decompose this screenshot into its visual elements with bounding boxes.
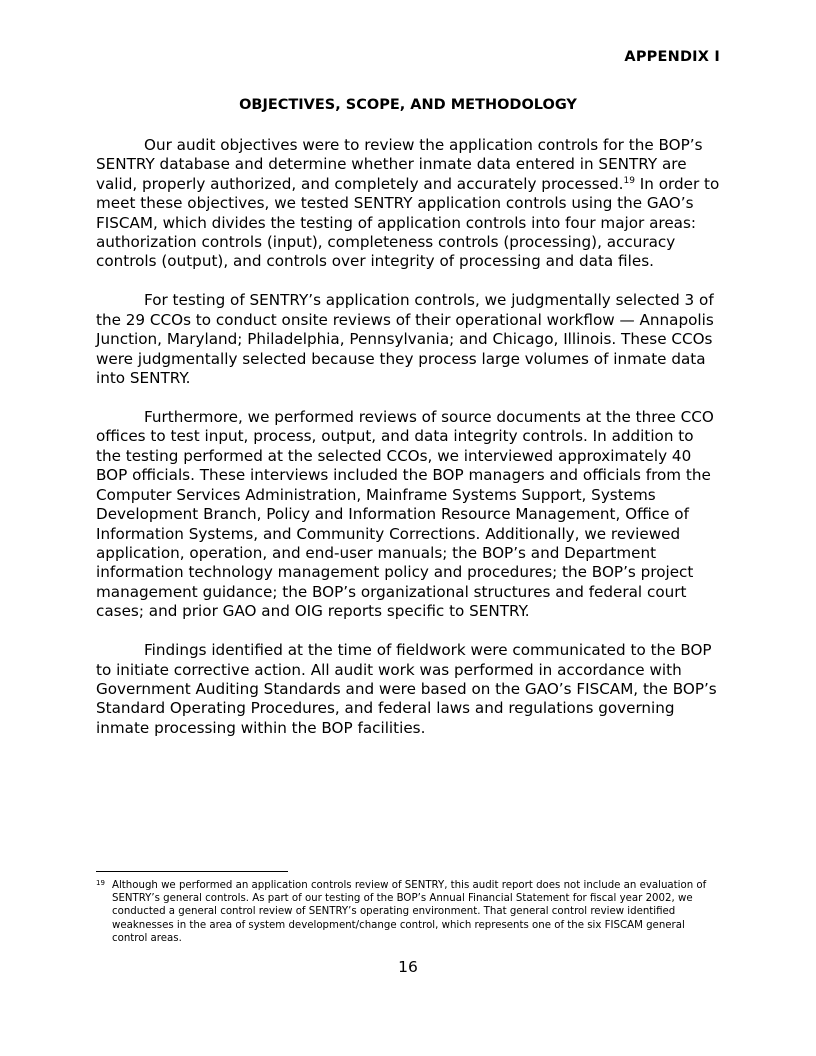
paragraph-objectives-text-end: In order to meet these objectives, we tested SENTRY application controls using the GAO’s FISCAM, which divides the testing of application controls into four major areas: authorization controls (input), completeness controls (processing), accuracy controls (output), and controls over integrity of processing and data files. xyxy=(96,174,720,271)
page-number: 16 xyxy=(398,958,418,976)
paragraph-findings: Findings identified at the time of fieldwork were communicated to the BOP to initiate corrective action. All audit work was performed in accordance with Government Auditing Standards and were based on the GAO’s FISCAM, the BOP’s Standard Operating Procedures, and federal laws and regulations governing inmate processing within the BOP facilities. xyxy=(96,641,717,737)
footnote-reference[interactable]: 19 xyxy=(623,175,635,186)
footnote-marker: 19 xyxy=(96,879,105,887)
paragraph-reviews: Furthermore, we performed reviews of source documents at the three CCO offices to test input, process, output, and data integrity controls. In addition to the testing performed at the selected CCOs, we interviewed approximately 40 BOP officials. These interviews included the BOP managers and officials from the Computer Services Administration, Mainframe Systems Support, Systems Development Branch, Policy and Information Resource Management, Office of Information Systems, and Community Corrections. Additionally, we reviewed application, operation, and end-user manuals; the BOP’s and Department information technology management policy and procedures; the BOP’s project management guidance; the BOP’s organizational structures and federal court cases; and prior GAO and OIG reports specific to SENTRY. xyxy=(96,408,714,621)
footnote-divider xyxy=(96,871,288,872)
appendix-label: APPENDIX I xyxy=(624,49,720,65)
footnote-text: Although we performed an application controls review of SENTRY, this audit report does not include an evaluation of SENTRY’s general controls. As part of our testing of the BOP’s Annual Financial Statement for fiscal year 2002, we conducted a general control review of SENTRY’s operating environment. That general control review identified weaknesses in the area of system development/change control, which represents one of the six FISCAM general control areas. xyxy=(112,880,707,944)
body-text xyxy=(96,136,720,758)
footnote xyxy=(96,879,720,945)
paragraph-testing-scope: For testing of SENTRY’s application controls, we judgmentally selected 3 of the 29 CCOs to conduct onsite reviews of their operational workflow — Annapolis Junction, Maryland; Philadelphia, Pennsylvania; and Chicago, Illinois. These CCOs were judgmentally selected because they process large volumes of inmate data into SENTRY. xyxy=(96,291,714,388)
section-title: OBJECTIVES, SCOPE, AND METHODOLOGY xyxy=(239,97,577,113)
paragraph-objectives-text-start: Our audit objectives were to review the application controls for the BOP’s SENTRY database and determine whether inmate data entered in SENTRY are valid, properly authorized, and completely and accurately processed. xyxy=(96,136,703,193)
paragraph-objectives xyxy=(96,136,720,272)
